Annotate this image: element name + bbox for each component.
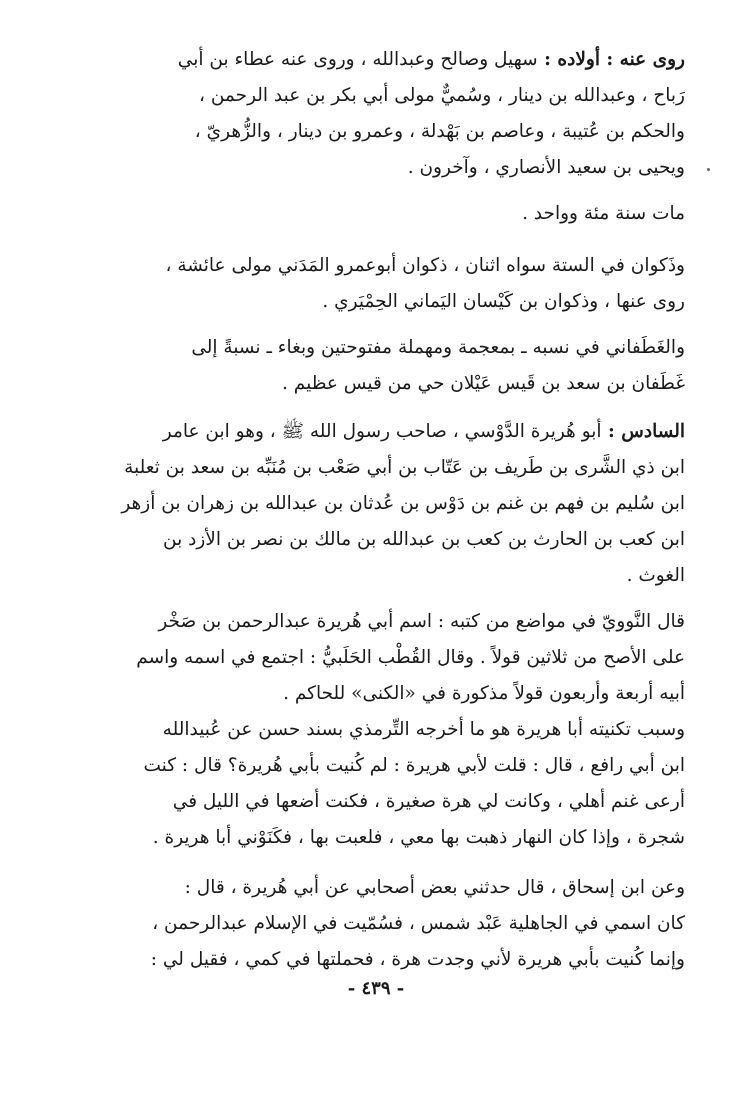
paragraph-narrators: [110, 42, 685, 186]
paragraph-line: [110, 522, 685, 558]
paragraph-line: [110, 114, 685, 150]
paragraph-line: [110, 604, 685, 640]
line-text: كان اسمي في الجاهلية عَبْد شمس ، فسُمّيت في الإسلام عبدالرحمن ،: [152, 913, 685, 934]
paragraph-ghatafani: [110, 330, 685, 402]
paragraph-line: [110, 284, 685, 320]
paragraph-line: [110, 414, 685, 450]
paragraph-line: [110, 196, 685, 232]
paragraph-line: [110, 784, 685, 820]
paragraph-line: [110, 906, 685, 942]
paragraph-line: [110, 150, 685, 186]
line-text: أرعى غنم أهلي ، وكانت لي هرة صغيرة ، فكنت أضعها في الليل في: [172, 791, 685, 812]
paragraph-nawawi: [110, 604, 685, 712]
line-text: وسبب تكنيته أبا هريرة هو ما أخرجه التِّرمذي بسند حسن عن عُبيدالله: [162, 719, 685, 740]
paragraph-kunya-reason: [110, 712, 685, 856]
line-text: والغَطَفاني في نسبه ـ بمعجمة ومهملة مفتوحتين وبغاء ـ نسبةً إلى: [191, 337, 685, 358]
paragraph-line: [110, 712, 685, 748]
line-text: ابن ذي الشَّرى بن طَريف بن عَتّاب بن أبي صَعْب بن مُنَبِّه بن سعد بن ثعلبة: [124, 457, 685, 478]
paragraph-line: [110, 330, 685, 366]
line-text: ويحيى بن سعيد الأنصاري ، وآخرون .: [407, 157, 685, 178]
line-text: روى عنها ، وذكوان بن كَيْسان اليَماني الحِمْيَري .: [322, 291, 685, 312]
page-number: - ٤٣٩ -: [347, 978, 405, 999]
line-text: ابن سُليم بن فهم بن غنم بن دَوْس بن عُدثان بن عبدالله بن زهران بن أزهر: [121, 493, 685, 514]
bold-lead: السادس :: [601, 421, 685, 442]
paragraph-line: [110, 942, 685, 978]
paragraph-line: [110, 870, 685, 906]
paragraph-line: [110, 640, 685, 676]
line-text: الغوث .: [626, 565, 685, 586]
line-text: قال النَّوويّ في مواضع من كتبه : اسم أبي هُريرة عبدالرحمن بن صَخْر: [158, 611, 685, 632]
line-text: غَطَفان بن سعد بن قَيس عَيْلان حي من قيس عظيم .: [282, 373, 685, 394]
line-text: وذَكوان في الستة سواه اثنان ، ذكوان أبوعمرو المَدَني مولى عائشة ،: [165, 255, 685, 276]
paragraph-line: [110, 486, 685, 522]
paragraph-line: [110, 820, 685, 856]
paragraph-line: [110, 248, 685, 284]
line-text: رَباح ، وعبدالله بن دينار ، وسُميٌّ مولى أبي بكر بن عبد الرحمن ،: [199, 85, 685, 106]
paragraph-dhakwan: [110, 248, 685, 320]
scan-speck: [707, 168, 710, 171]
paragraph-death-year: [110, 196, 685, 232]
paragraph-line: [110, 748, 685, 784]
line-text: سهيل وصالح وعبدالله ، وروى عنه عطاء بن أبي: [177, 49, 538, 70]
line-text: وعن ابن إسحاق ، قال حدثني بعض أصحابي عن أبي هُريرة ، قال :: [184, 877, 685, 898]
line-text: شجرة ، وإذا كان النهار ذهبت بها معي ، فلعبت بها ، فكَنَوْني أبا هريرة .: [152, 827, 685, 848]
line-text: على الأصح من ثلاثين قولاً . وقال القُطْب الحَلَبيُّ : اجتمع في اسمه واسم: [136, 647, 685, 668]
paragraph-line: [110, 78, 685, 114]
line-text: مات سنة مئة وواحد .: [522, 203, 685, 224]
paragraph-line: [110, 676, 685, 712]
line-text: ابن كعب بن الحارث بن كعب بن عبدالله بن مالك بن نصر بن الأزد بن: [162, 529, 685, 550]
paragraph-line: [110, 450, 685, 486]
paragraph-line: [110, 366, 685, 402]
paragraph-line: [110, 558, 685, 594]
bold-lead: روى عنه : أولاده :: [537, 49, 685, 70]
line-text: أبو هُريرة الدَّوْسي ، صاحب رسول الله ﷺ ، وهو ابن عامر: [162, 421, 602, 442]
line-text: وإنما كُنيت بأبي هريرة لأني وجدت هرة ، فحملتها في كمي ، فقيل لي :: [150, 949, 685, 970]
line-text: والحكم بن عُتيبة ، وعاصم بن بَهْدلة ، وعمرو بن دينار ، والزُّهريّ ،: [194, 121, 685, 142]
paragraph-sixth-abu-hurayra: [110, 414, 685, 594]
line-text: أبيه أربعة وأربعون قولاً مذكورة في «الكنى» للحاكم .: [283, 683, 685, 704]
paragraph-line: [110, 42, 685, 78]
line-text: ابن أبي رافع ، قال : قلت لأبي هريرة : لم كُنيت بأبي هُريرة؟ قال : كنت: [143, 755, 685, 776]
paragraph-ibn-ishaq: [110, 870, 685, 978]
